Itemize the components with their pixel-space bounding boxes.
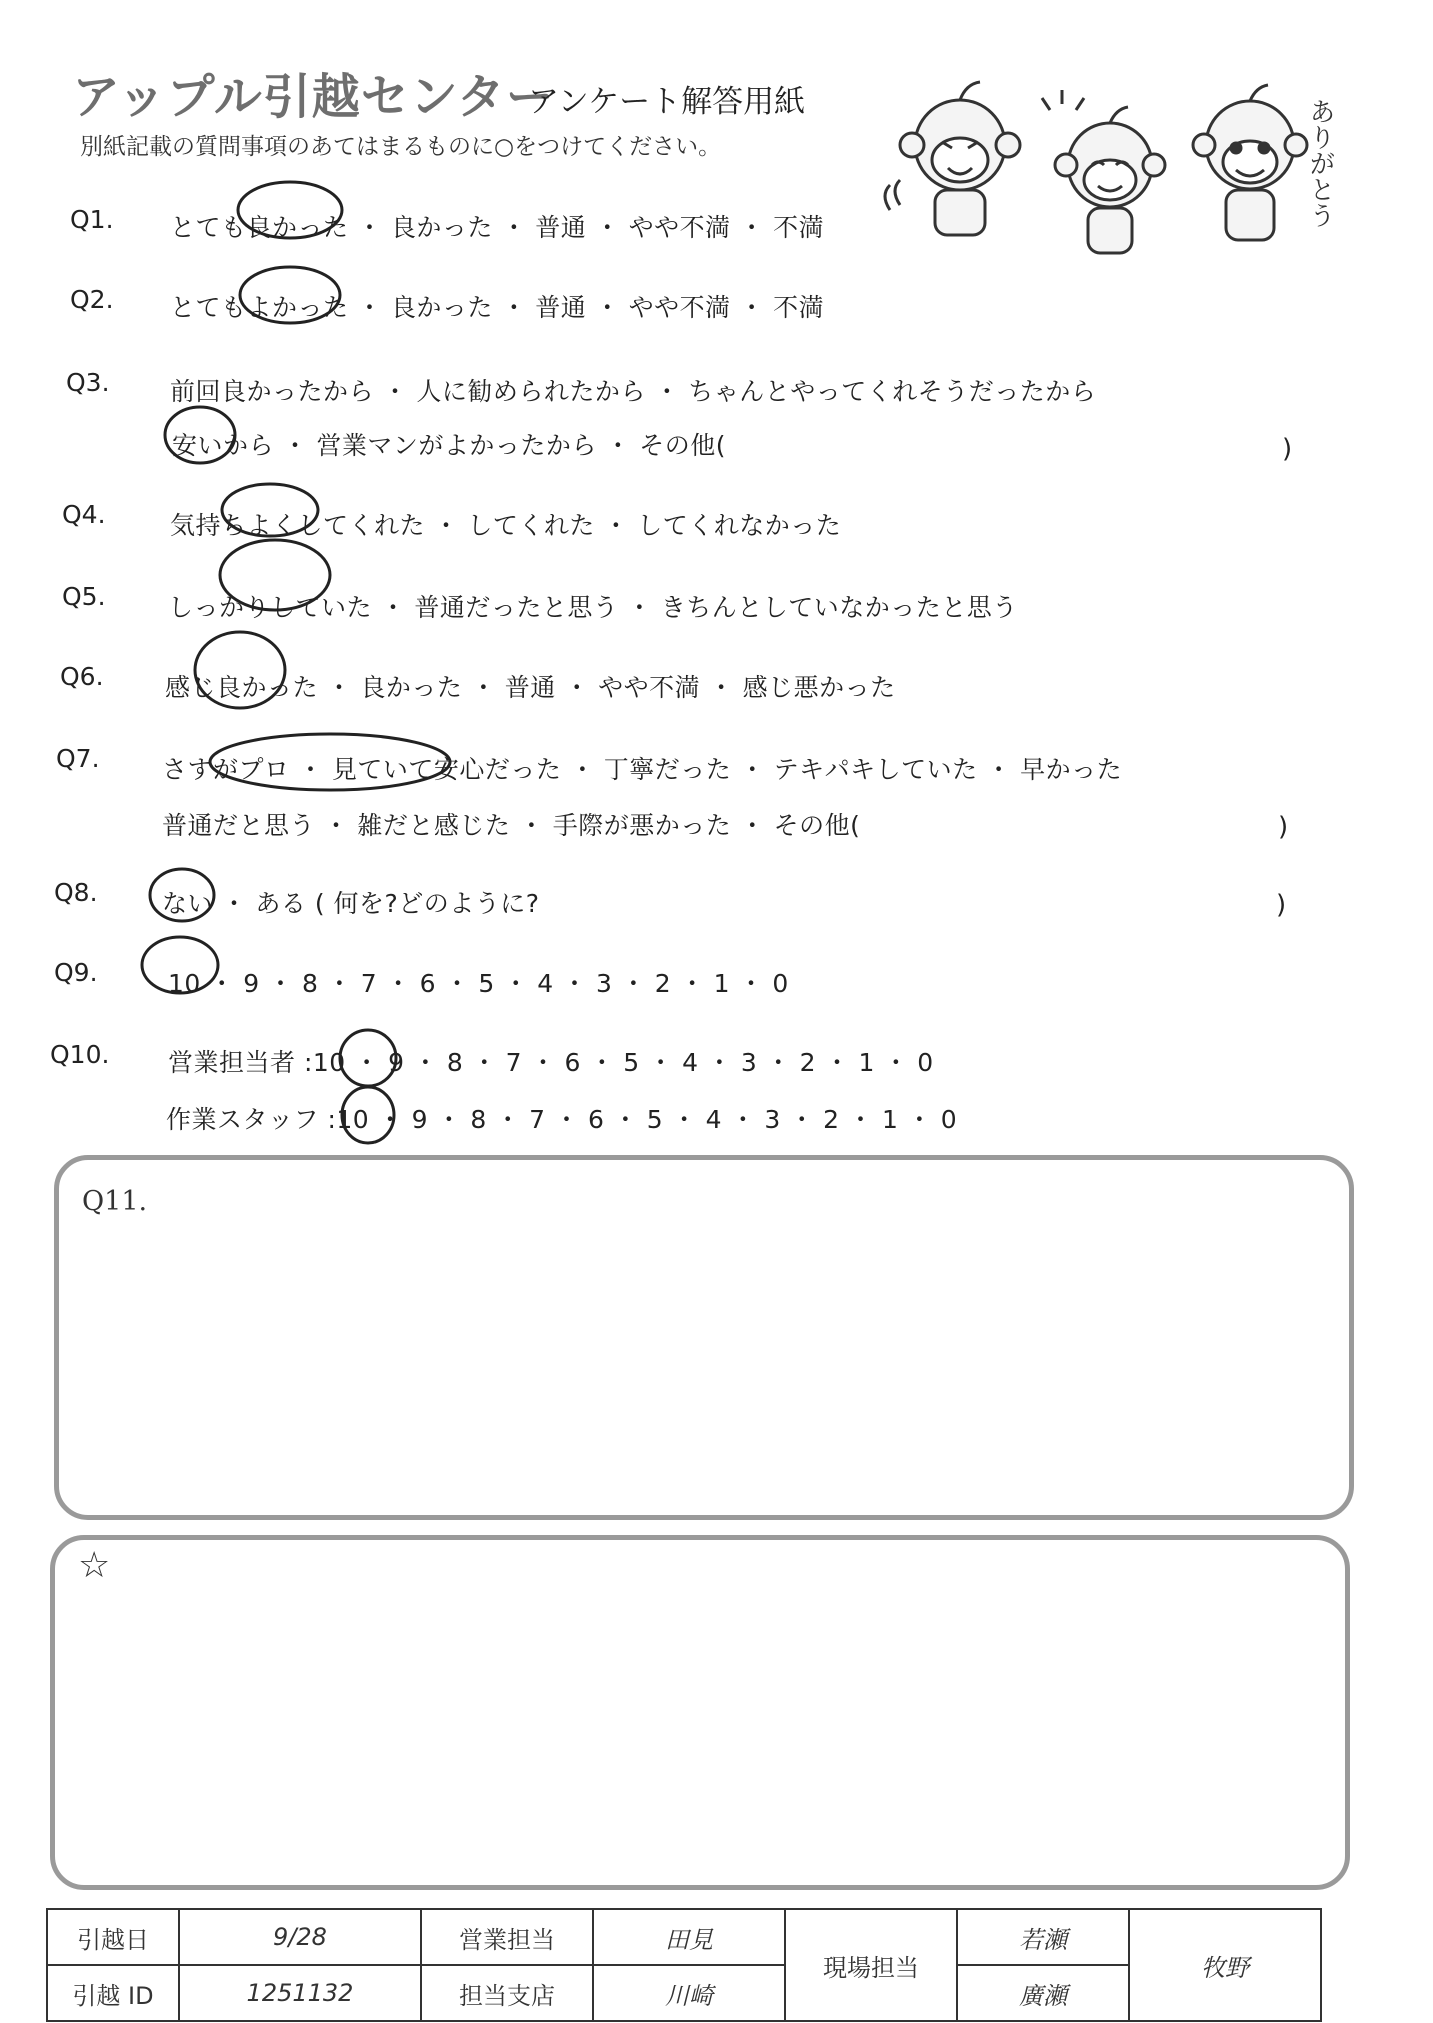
question-number: Q6. [60, 662, 104, 691]
question-options: 10 ・ 9 ・ 8 ・ 7 ・ 6 ・ 5 ・ 4 ・ 3 ・ 2 ・ 1 ・ 0 [168, 969, 789, 998]
instruction-text: 別紙記載の質問事項のあてはまるものに○をつけてください。 [80, 134, 722, 160]
question-number: Q9. [54, 958, 98, 987]
question-options: 普通だと思う ・ 雑だと感じた ・ 手際が悪かった ・ その他( [162, 811, 861, 840]
form-title: アンケート解答用紙 [528, 84, 806, 120]
question-number: Q7. [56, 744, 100, 773]
question-options: ない ・ ある ( 何を?どのように? [162, 889, 540, 918]
question-options: さすがプロ ・ 見ていて安心だった ・ 丁寧だった ・ テキパキしていた ・ 早かった [162, 755, 1123, 784]
mascot-illustration [880, 70, 1350, 270]
site-staff-value: 廣瀬 [957, 1965, 1129, 2021]
close-paren: ) [1276, 890, 1287, 920]
mascot-caption: ありがとう [1305, 98, 1335, 228]
question-number: Q10. [50, 1040, 110, 1069]
move-id-label: 引越 ID [47, 1965, 179, 2021]
question-number: Q2. [70, 285, 114, 314]
q11-label: Q11. [82, 1186, 148, 1217]
footer-info-table [46, 1908, 1322, 2022]
q11-comment-box [54, 1155, 1354, 1520]
question-number: Q3. [66, 368, 110, 397]
question-options: 感じ良かった ・ 良かった ・ 普通 ・ やや不満 ・ 感じ悪かった [165, 673, 896, 702]
question-number: Q1. [70, 205, 114, 234]
question-options: とても良かった ・ 良かった ・ 普通 ・ やや不満 ・ 不満 [170, 213, 825, 242]
question-options: 作業スタッフ :10 ・ 9 ・ 8 ・ 7 ・ 6 ・ 5 ・ 4 ・ 3 ・ 2 ・ 1 ・ 0 [166, 1105, 958, 1134]
question-number: Q5. [62, 582, 106, 611]
question-options: 気持ちよくしてくれた ・ してくれた ・ してくれなかった [170, 511, 842, 540]
question-options: とてもよかった ・ 良かった ・ 普通 ・ やや不満 ・ 不満 [170, 293, 825, 322]
question-number: Q8. [54, 878, 98, 907]
free-comment-box [50, 1535, 1350, 1890]
star-label: ☆ [78, 1545, 111, 1586]
close-paren: ) [1278, 812, 1289, 842]
question-options: 営業担当者 :10 ・ 9 ・ 8 ・ 7 ・ 6 ・ 5 ・ 4 ・ 3 ・ 2 ・ 1 ・ 0 [168, 1048, 934, 1077]
question-options: 安いから ・ 営業マンがよかったから ・ その他( [172, 431, 727, 460]
site-staff-label: 現場担当 [785, 1909, 957, 2021]
move-date-value: 9/28 [179, 1909, 421, 1965]
close-paren: ) [1282, 434, 1293, 464]
branch-label: 担当支店 [421, 1965, 593, 2021]
sales-rep-value: 田見 [593, 1909, 785, 1965]
question-number: Q4. [62, 500, 106, 529]
company-logo-text: アップル引越センター [72, 69, 555, 125]
sales-rep-label: 営業担当 [421, 1909, 593, 1965]
question-options: 前回良かったから ・ 人に勧められたから ・ ちゃんとやってくれそうだったから [170, 377, 1097, 406]
move-id-value: 1251132 [179, 1965, 421, 2021]
move-date-label: 引越日 [47, 1909, 179, 1965]
branch-value: 川崎 [593, 1965, 785, 2021]
site-staff-value: 若瀬 [957, 1909, 1129, 1965]
site-staff-value: 牧野 [1129, 1909, 1321, 2021]
question-options: しっかりしていた ・ 普通だったと思う ・ きちんとしていなかったと思う [168, 593, 1018, 622]
